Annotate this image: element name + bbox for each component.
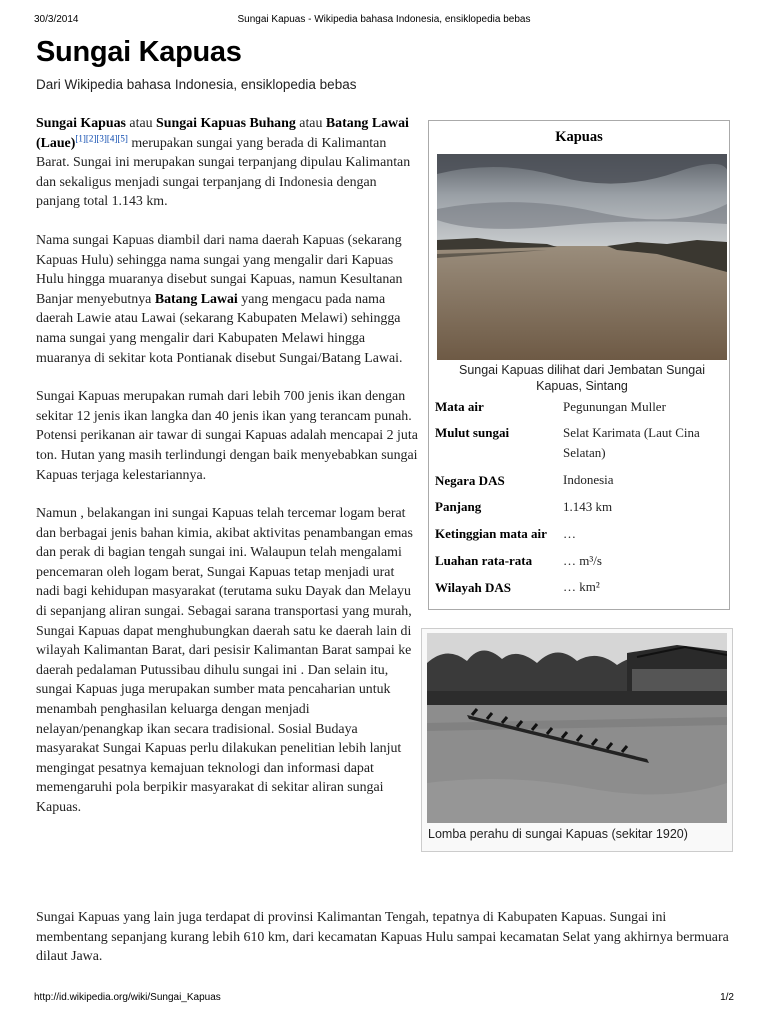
article-body	[36, 114, 420, 837]
river-photo[interactable]	[437, 154, 727, 360]
infobox-row	[435, 399, 727, 425]
infobox-key: Ketinggian mata air	[435, 526, 547, 541]
article-title: Sungai Kapuas	[36, 36, 242, 68]
boat-race-figure	[421, 628, 733, 852]
boat-race-photo[interactable]	[427, 633, 727, 823]
paragraph-pollution: Namun , belakangan ini sungai Kapuas telah tercemar logam berat dan berbagai jenis bahan kimia, akibat aktivitas penambangan emas dan perak di bagian tengah sungai ini. Walaupun telah mengalami pencemaran oleh logam berat, Sungai Kapuas tetap menjadi urat nadi bagi kehidupan masyarakat (terutama suku Dayak dan Melayu di sepanjang aliran sungai. Sebagai sarana transportasi yang murah, Sungai Kapuas dapat menghubungkan daerah satu ke daerah lain di wilayah Kalimantan Barat, dari pesisir Kalimantan Barat sampai ke daerah pedalaman Putussibau dihulu sungai ini . Dan selain itu, sungai Kapuas juga merupakan sumber mata pencaharian untuk menambah penghasilan keluarga dengan menjadi nelayan/penangkap ikan secara tradisional. Sosial Budaya masyarakat Sungai Kapuas perlu dilakukan penelitian lebih lanjut mengingat pesatnya kemajuan teknologi dan informasi dapat memengaruhi pola berpikir masyarakat di sekitar aliran sungai Kapuas.	[36, 506, 413, 815]
paragraph-fauna: Sungai Kapuas merupakan rumah dari lebih 700 jenis ikan dengan sekitar 12 jenis ikan langka dan 40 jenis ikan yang terancam punah. Potensi perikanan air tawar di sungai Kapuas adalah mencapai 2 juta ton. Hutan yang masih terlindungi dengan baik menyebabkan sungai Kapuas terjaga kelestariannya.	[36, 389, 418, 483]
infobox-key: Negara DAS	[435, 473, 505, 488]
infobox	[428, 120, 730, 610]
infobox-key: Mulut sungai	[435, 425, 510, 440]
print-date: 30/3/2014	[34, 14, 79, 25]
infobox-row	[435, 473, 727, 499]
paragraph-central-kalimantan: Sungai Kapuas yang lain juga terdapat di provinsi Kalimantan Tengah, tepatnya di Kabupaten Kapuas. Sungai ini membentang sepanjang kurang lebih 610 km, dari kecamatan Kapuas Hulu sampai kecamatan Selat yang akhirnya bermuara dilaut Jawa.	[36, 910, 729, 965]
infobox-row	[435, 526, 727, 553]
print-page-number: 1/2	[720, 992, 734, 1003]
paragraph-name-origin: Nama sungai Kapuas diambil dari nama daerah Kapuas (sekarang Kapuas Hulu) sehingga nama sungai yang mengalir dari Kapuas Hulu hingga muaranya disebut sungai Kapuas, namun Kesultanan Banjar menyebutnya Batang Lawai yang mengacu pada nama daerah Lawie atau Lawai (sekarang Kabupaten Melawi) sehingga nama sungai yang mengalir dari Kabupaten Melawi hingga muaranya di sekitar kota Pontianak disebut Sungai/Batang Lawai.	[36, 232, 403, 366]
infobox-caption: Sungai Kapuas dilihat dari Jembatan Sungai Kapuas, Sintang	[458, 363, 705, 393]
bold-term: Batang Lawai	[154, 291, 238, 307]
infobox-table	[435, 399, 727, 607]
infobox-row	[435, 553, 727, 580]
infobox-row	[435, 580, 727, 607]
infobox-value[interactable]: Selat Karimata (Laut Cina Selatan)	[563, 425, 700, 460]
bold-term: Sungai Kapuas Buhang	[156, 116, 296, 131]
bold-term: Batang Lawai (Laue)	[36, 116, 409, 151]
infobox-value: … m³/s	[563, 553, 602, 568]
print-header	[0, 14, 768, 28]
print-url: http://id.wikipedia.org/wiki/Sungai_Kapuas	[34, 992, 221, 1003]
infobox-key: Luahan rata-rata	[435, 553, 533, 568]
reference-links[interactable]: [1][2][3][4][5]	[75, 132, 128, 143]
bold-term: Sungai Kapuas	[36, 116, 126, 131]
infobox-row	[435, 499, 727, 526]
figure-caption: Lomba perahu di sungai Kapuas (sekitar 1920)	[428, 827, 688, 841]
infobox-title: Kapuas	[555, 129, 603, 145]
infobox-value[interactable]: Indonesia	[563, 472, 614, 487]
article-tagline: Dari Wikipedia bahasa Indonesia, ensiklopedia bebas	[36, 77, 357, 92]
paragraph-intro: Sungai Kapuas atau Sungai Kapuas Buhang atau Batang Lawai (Laue)[1][2][3][4][5] merupakan sungai yang berada di Kalimantan Barat. Sungai ini merupakan sungai terpanjang dipulau Kalimantan dan sekaligus menjadi sungai terpanjang di Indonesia dengan panjang total 1.143 km.	[36, 116, 411, 210]
infobox-value: …	[563, 526, 576, 541]
print-page-title: Sungai Kapuas - Wikipedia bahasa Indonesia, ensiklopedia bebas	[237, 14, 531, 25]
infobox-key: Wilayah DAS	[435, 580, 511, 595]
infobox-key: Mata air	[435, 399, 484, 414]
print-footer	[0, 992, 768, 1006]
infobox-key: Panjang	[435, 499, 482, 514]
infobox-row	[435, 425, 727, 473]
infobox-value[interactable]: Pegunungan Muller	[563, 399, 666, 414]
infobox-value: … km²	[563, 579, 600, 594]
infobox-value: 1.143 km	[563, 499, 613, 514]
